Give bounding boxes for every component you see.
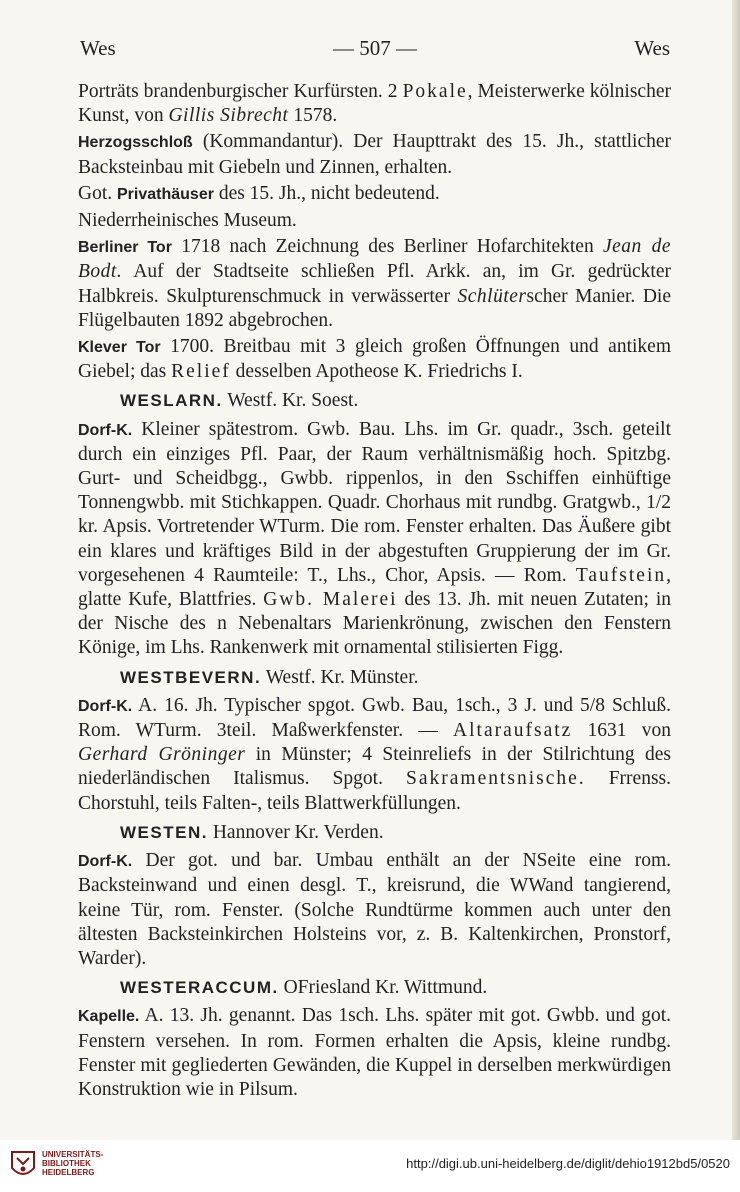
place-heading: [78, 389, 671, 413]
text: Schluß. Rom. WTurm. 3teil. Maßwerkfenster. —: [78, 694, 671, 742]
region: Westf. Kr. Soest.: [222, 390, 359, 412]
paragraph: [78, 182, 671, 207]
text: kr. Apsis. Vortretender WTurm. Die rom. Fenster erhalten. Das Äußere gibt ein klares und kräftiges Bild in der abgestuften Gruppierung der im Gr. vorgesehenen 4 Raumteile: T., Lhs., Chor, Apsis. — Rom.: [78, 516, 671, 586]
paragraph: [78, 209, 671, 233]
text: in Münster; 4 Steinreliefs in der Stilrichtung des niederländischen Italismus. Spgot.: [78, 744, 671, 790]
text: Kleiner spätestrom. Gwb. Bau. Lhs. im Gr. quadr., 3sch. geteilt durch ein einziges Pfl. Paar, der Raum verhältnismäßig hoch. Spitzbg. Gurt- und Scheidbgg., Gwbb. rippenlos, in den Sschiffen einhüftige Tonnengwbb. mit Stichkappen. Quadr. Chorhaus mit rundbg. Gratgwb.,: [78, 418, 671, 514]
text: , glatte Kufe, Blattfries.: [78, 564, 671, 611]
paragraph: [78, 235, 671, 333]
entry-term: Kapelle.: [78, 1008, 140, 1026]
text: desselben Apotheose K. Friedrichs I.: [230, 361, 523, 383]
text: Auf der Stadtseite schließen Pfl. Arkk. an, im Gr. gedrückter Halbkreis. Skulpturenschmuck in verwässerter: [78, 261, 671, 307]
text: A. 16. Jh. Typischer spgot. Gwb. Bau, 1sch., 3 J. und: [132, 694, 581, 716]
text: Der got. und bar. Umbau enthält an der NSeite eine rom. Backsteinwand und einen desgl. T., kreisrund, die WWand tangierend, keine Tür, rom. Fenster. (Solche Rundtürme kommen auch unter den ältesten Backsteinkirchen Holsteins vor, z. B. Kaltenkirchen, Pronstorf, Warder).: [78, 850, 671, 969]
region: OFriesland Kr. Wittmund.: [278, 977, 488, 999]
place-name: WESLARN.: [120, 391, 223, 411]
place-heading: [78, 666, 671, 690]
running-head-right: Wes: [634, 36, 670, 60]
entry-term: Privathäuser: [117, 185, 214, 203]
region: Westf. Kr. Münster.: [261, 666, 419, 688]
entry-term: Dorf-K.: [78, 853, 133, 871]
fraction: 5/8: [580, 694, 605, 716]
running-head-left: Wes: [80, 36, 116, 60]
text: Niederrheinisches Museum.: [78, 210, 297, 232]
logo-text: [42, 1150, 103, 1177]
permalink[interactable]: http://digi.ub.uni-heidelberg.de/diglit/dehio1912bd5/0520: [406, 1156, 730, 1171]
logo-line: BIBLIOTHEK: [42, 1159, 91, 1168]
library-logo[interactable]: [10, 1148, 120, 1184]
emphasis: Taufstein: [575, 564, 667, 586]
text: 1718 nach Zeichnung des Berliner Hofarchitekten: [171, 236, 603, 258]
paragraph: [78, 418, 671, 661]
entry-term: Herzogsschloß: [78, 134, 193, 152]
logo-line: HEIDELBERG: [42, 1168, 95, 1177]
paragraph: [78, 130, 671, 179]
text: des 13. Jh. mit neuen Zutaten; in der Nische des n Nebenaltars Marienkrönung, zwischen den Fenstern Könige, im Lhs. Rankenwerk mit ornamental stilisierten Figg.: [78, 589, 671, 659]
text: des 15. Jh., nicht bedeutend.: [213, 182, 440, 204]
viewer-footer: [0, 1140, 740, 1192]
artist-name: Jean de Bodt.: [78, 236, 672, 283]
place-heading: [78, 976, 671, 1000]
entry-term: Klever Tor: [78, 339, 161, 357]
text: Got.: [78, 182, 117, 204]
paragraph: [78, 80, 671, 128]
emphasis: Altaraufsatz: [453, 720, 573, 742]
text: 1631 von: [572, 720, 671, 742]
text: , Meisterwerke kölnischer Kunst, von: [78, 81, 671, 127]
place-heading: [78, 821, 671, 845]
text: (Kommandantur). Der Haupttrakt des 15. Jh., stattlicher Backsteinbau mit Giebeln und Zinnen, erhalten.: [78, 131, 671, 178]
text: A. 13. Jh. genannt. Das 1sch. Lhs. später mit got. Gwbb. und got. Fenstern versehen. In rom. Formen erhalten die Apsis, kleine rundbg. Fenster mit gegliederten Gewänden, die Kuppel in derselben merkwürdigen Konstruktion wie in Pilsum.: [78, 1005, 671, 1100]
main-text: [78, 80, 671, 1104]
logo-line: UNIVERSITÄTS-: [42, 1150, 104, 1159]
region: Hannover Kr. Verden.: [207, 821, 384, 843]
emphasis: Gwb. Malerei: [263, 589, 398, 611]
artist-name: Schlüter: [457, 285, 527, 307]
text: Frrenss. Chorstuhl, teils Falten-, teils Blattwerkfüllungen.: [78, 768, 672, 814]
artist-name: Gerhard Gröninger: [78, 744, 246, 766]
running-head: [80, 36, 670, 64]
entry-term: Dorf-K.: [78, 697, 133, 715]
library-crest-icon: [10, 1150, 36, 1180]
entry-term: Dorf-K.: [78, 421, 133, 439]
emphasis: Sakramentsnische.: [406, 768, 586, 790]
text: 1700. Breitbau mit 3 gleich großen Öffnungen und antikem Giebel; das: [78, 336, 671, 383]
entry-term: Berliner Tor: [78, 239, 172, 257]
text: 1578.: [288, 105, 338, 127]
fraction: 1/2: [646, 492, 671, 514]
paragraph: [78, 335, 671, 384]
place-name: WESTBEVERN.: [120, 667, 262, 687]
emphasis: Pokale: [402, 81, 468, 102]
place-name: WESTEN.: [120, 822, 208, 842]
artist-name: Gillis Sibrecht: [168, 105, 289, 127]
text: scher Manier. Die Flügelbauten 1892 abgebrochen.: [78, 285, 671, 331]
page-number: — 507 —: [333, 36, 417, 60]
place-name: WESTERACCUM.: [120, 978, 279, 998]
paragraph: [78, 1004, 671, 1102]
text: Porträts brandenburgischer Kurfürsten. 2: [78, 81, 403, 102]
page-edge: [732, 0, 740, 1150]
paragraph: [78, 849, 671, 971]
emphasis: Relief: [171, 361, 231, 383]
paragraph: [78, 694, 671, 816]
